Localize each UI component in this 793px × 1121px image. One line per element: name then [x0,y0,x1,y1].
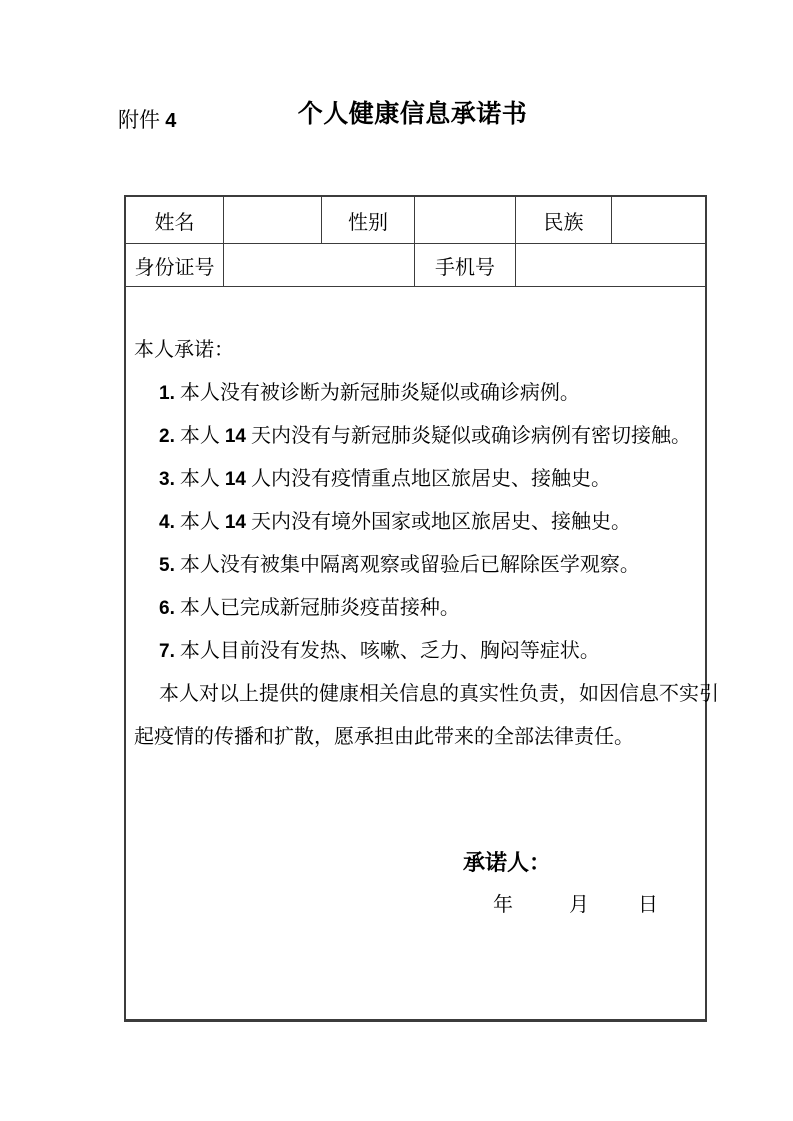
commitment-item-2: 2. 本人 14 天内没有与新冠肺炎疑似或确诊病例有密切接触。 [159,425,691,447]
commitment-item-4: 4. 本人 14 天内没有境外国家或地区旅居史、接触史。 [159,511,631,533]
date-year-label: 年 [493,894,513,916]
attachment-label: 附件 4 [118,108,177,132]
commitment-lead: 本人承诺： [134,339,234,361]
commitment-item-5: 5. 本人没有被集中隔离观察或留验后已解除医学观察。 [159,554,640,576]
field-value-phone [516,244,705,287]
field-label-phone: 手机号 [415,244,516,287]
field-value-name [224,197,322,244]
closing-line-1: 本人对以上提供的健康相关信息的真实性负责，如因信息不实引 [159,683,719,705]
commitment-item-1: 1. 本人没有被诊断为新冠肺炎疑似或确诊病例。 [159,382,580,404]
field-label-id-number: 身份证号 [126,244,224,287]
document-header [118,96,707,136]
field-value-id-number [224,244,415,287]
page-title: 个人健康信息承诺书 [297,100,528,128]
info-table [124,195,719,1022]
field-value-ethnicity [612,197,705,244]
date-month-label: 月 [569,894,589,916]
commitment-item-3: 3. 本人 14 人内没有疫情重点地区旅居史、接触史。 [159,468,611,490]
commitment-body [126,287,719,1019]
field-label-name: 姓名 [126,197,224,244]
commitment-item-6: 6. 本人已完成新冠肺炎疫苗接种。 [159,597,460,619]
closing-line-2: 起疫情的传播和扩散，愿承担由此带来的全部法律责任。 [134,726,634,748]
field-value-gender [415,197,516,244]
field-label-gender: 性别 [322,197,415,244]
signatory-label: 承诺人： [463,850,552,875]
date-day-label: 日 [638,894,658,916]
date-line [134,884,695,927]
commitment-item-7: 7. 本人目前没有发热、咳嗽、乏力、胸闷等症状。 [159,640,600,662]
field-label-ethnicity: 民族 [516,197,612,244]
